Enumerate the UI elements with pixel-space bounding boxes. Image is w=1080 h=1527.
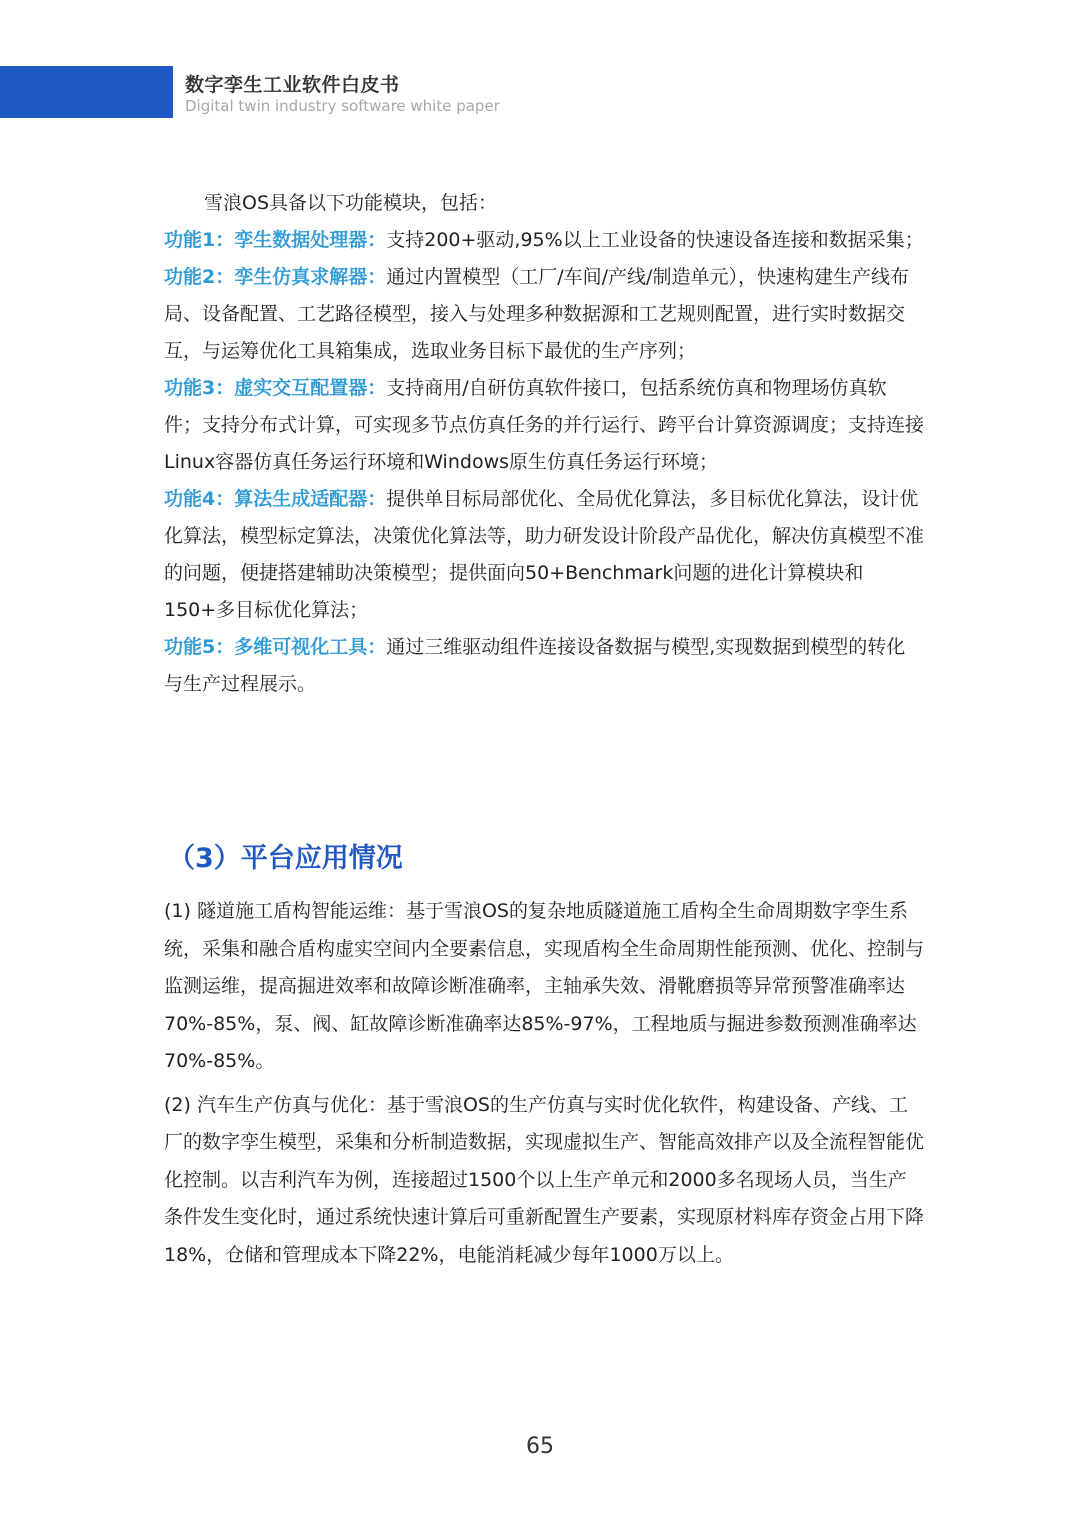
function-item-3	[164, 370, 924, 481]
document-subtitle: Digital twin industry software white paper	[185, 97, 500, 115]
function-label: 功能4：算法生成适配器：	[164, 488, 387, 510]
intro-paragraph: 雪浪OS具备以下功能模块，包括：	[204, 192, 498, 214]
section-heading: （3）平台应用情况	[168, 843, 403, 874]
application-case-1: (1) 隧道施工盾构智能运维：基于雪浪OS的复杂地质隧道施工盾构全生命周期数字孪生系统，采集和融合盾构虚实空间内全要素信息，实现盾构全生命周期性能预测、优化、控制与监测运维，提高掘进效率和故障诊断准确率，主轴承失效、滑靴磨损等异常预警准确率达70%-85%，泵、阀、缸故障诊断准确率达85%-97%，工程地质与掘进参数预测准确率达70%-85%。	[164, 900, 925, 1072]
function-text: 支持200+驱动,95%以上工业设备的快速设备连接和数据采集；	[386, 229, 924, 251]
function-text: 通过三维驱动组件连接设备数据与模型,实现数据到模型的转化与生产过程展示。	[164, 636, 906, 695]
function-item-5	[164, 629, 924, 703]
function-item-1	[164, 222, 924, 259]
document-title: 数字孪生工业软件白皮书	[185, 74, 400, 96]
function-label: 功能3：虚实交互配置器：	[164, 377, 387, 399]
function-label: 功能2：孪生仿真求解器：	[164, 266, 387, 288]
function-label: 功能5：多维可视化工具：	[164, 636, 387, 658]
function-text: 支持商用/自研仿真软件接口，包括系统仿真和物理场仿真软件；支持分布式计算，可实现多节点仿真任务的并行运行、跨平台计算资源调度；支持连接Linux容器仿真任务运行环境和Windows原生仿真任务运行环境；	[164, 377, 925, 473]
function-text: 通过内置模型（工厂/车间/产线/制造单元），快速构建生产线布局、设备配置、工艺路径模型，接入与处理多种数据源和工艺规则配置，进行实时数据交互，与运筹优化工具箱集成，选取业务目标下最优的生产序列；	[164, 266, 909, 362]
function-item-2	[164, 259, 924, 370]
application-cases	[164, 893, 924, 1280]
function-modules	[164, 185, 924, 703]
function-text: 提供单目标局部优化、全局优化算法，多目标优化算法，设计优化算法，模型标定算法，决策优化算法等，助力研发设计阶段产品优化，解决仿真模型不准的问题，便捷搭建辅助决策模型；提供面向50+Benchmark问题的进化计算模块和150+多目标优化算法；	[164, 488, 925, 621]
function-item-4	[164, 481, 924, 629]
page-number: 65	[526, 1434, 554, 1459]
function-label: 功能1：孪生数据处理器：	[164, 229, 387, 251]
header-accent-bar	[0, 66, 173, 118]
application-case-2: (2) 汽车生产仿真与优化：基于雪浪OS的生产仿真与实时优化软件，构建设备、产线、工厂的数字孪生模型，采集和分析制造数据，实现虚拟生产、智能高效排产以及全流程智能优化控制。以吉利汽车为例，连接超过1500个以上生产单元和2000多名现场人员，当生产条件发生变化时，通过系统快速计算后可重新配置生产要素，实现原材料库存资金占用下降18%，仓储和管理成本下降22%，电能消耗减少每年1000万以上。	[164, 1093, 925, 1266]
